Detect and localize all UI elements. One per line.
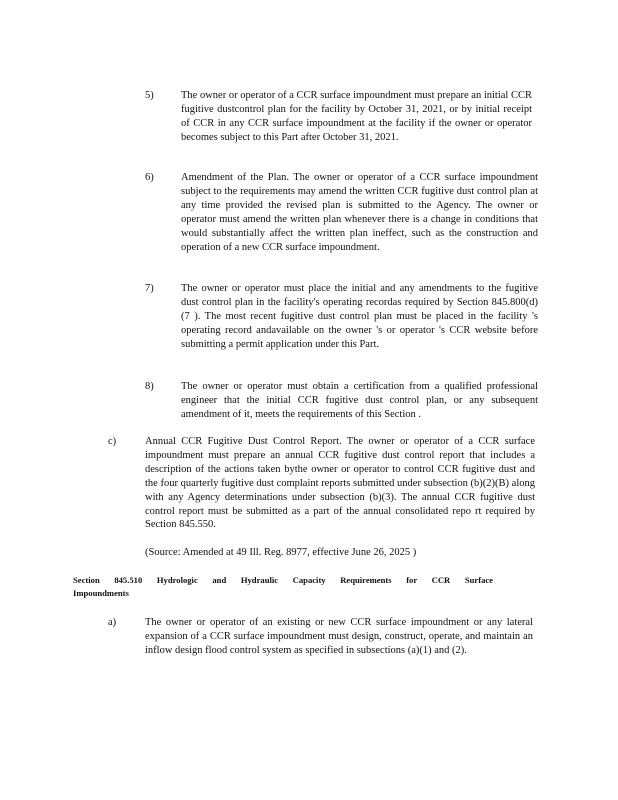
item-5-text: The owner or operator of a CCR surface impoundment must prepare an initial CCR fugitive dustcontrol plan for the facility by October 31, 2021, or by initial receipt of CCR in any CCR surface impoundment at the facility if the owner or operator becomes subject to this Part after October 31, 2021. xyxy=(181,90,532,143)
item-6-text: Amendment of the Plan. The owner or operator of a CCR surface impoundment subject to the requirements may amend the written CCR fugitive dust control plan at any time provided the revised plan is submitted to the Agency. The owner or operator must amend the written plan whenever there is a change in conditions that would substantially affect the written plan ineffect, such as the construction and operation of a new CCR surface impoundment. xyxy=(181,172,538,253)
item-8-number: 8) xyxy=(145,381,154,392)
item-a-text: The owner or operator of an existing or new CCR surface impoundment or any lateral expansion of a CCR surface impoundment must design, construct, operate, and maintain an inflow design flood control system as specified in subsections (a)(1) and (2). xyxy=(145,617,533,656)
section-heading-continued: Impoundments xyxy=(73,588,129,598)
item-5-number: 5) xyxy=(145,90,154,101)
item-a-number: a) xyxy=(108,617,117,628)
item-6-number: 6) xyxy=(145,172,154,183)
item-7-number: 7) xyxy=(145,283,154,294)
source-note: (Source: Amended at 49 Ill. Reg. 8977, effective June 26, 2025 ) xyxy=(145,547,417,558)
section-heading: Section 845.510 Hydrologic and Hydraulic Capacity Requirements for CCR Surface xyxy=(73,575,493,585)
item-c-text: Annual CCR Fugitive Dust Control Report. The owner or operator of a CCR surface impoundment must prepare an annual CCR fugitive dust control report that includes a description of the actions taken bythe owner or operator to control CCR fugitive dust and the four quarterly fugitive dust complaint reports submitted under subsection (b)(2)(B) along with any Agency determinations under subsection (b)(3). The annual CCR fugitive dust control report must be submitted as a part of the annual consolidated repo rt required by Section 845.550. xyxy=(145,436,535,531)
item-7-text: The owner or operator must place the initial and any amendments to the fugitive dust control plan in the facility's operating recordas required by Section 845.800(d)(7 ). The most recent fugitive dust control plan must be placed in the facility 's operating record andavailable on the owner 's or operator 's CCR website before submitting a permit application under this Part. xyxy=(181,283,538,350)
item-c-number: c) xyxy=(108,436,117,447)
item-8-text: The owner or operator must obtain a certification from a qualified professional engineer that the initial CCR fugitive dust control plan, or any subsequent amendment of it, meets the requirements of this Section . xyxy=(181,381,538,420)
